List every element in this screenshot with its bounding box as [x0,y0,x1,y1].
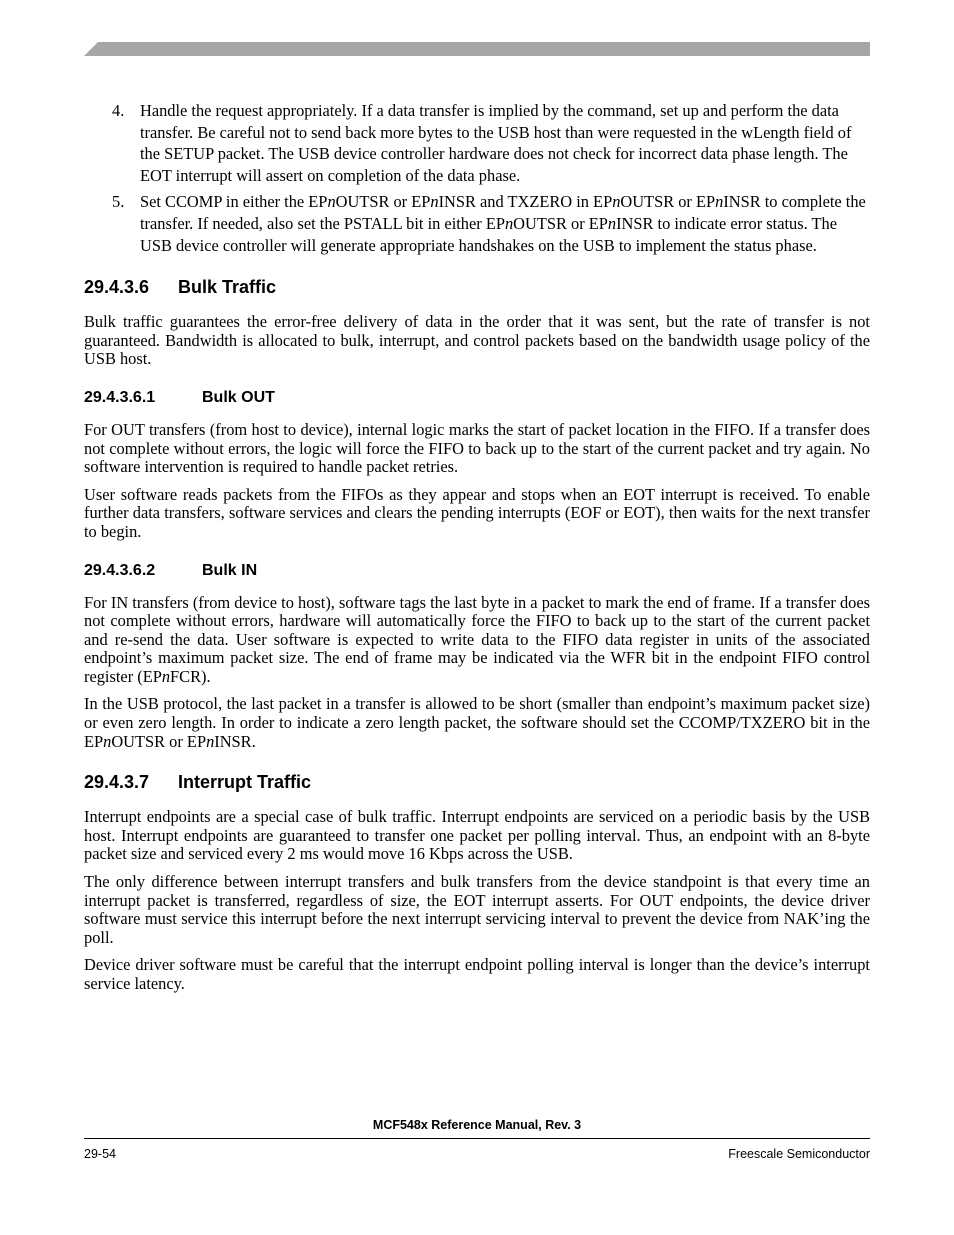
page-content [84,100,870,1003]
section-heading-bulk-traffic: 29.4.3.6 Bulk Traffic [84,277,277,298]
list-item [84,100,870,186]
footer-manual-title: MCF548x Reference Manual, Rev. 3 [372,1118,582,1132]
footer-divider [84,1138,870,1139]
list-number: 5. [112,192,125,212]
list-text: Handle the request appropriately. If a data transfer is implied by the command, set up and perform the data transfer. Be careful not to send back more bytes to the USB host than were requested in the wLength field of the SETUP packet. The USB device controller hardware does not check for incorrect data phase length. The EOT interrupt will assert on completion of the data phase. [140,101,852,185]
paragraph: Device driver software must be careful that the interrupt endpoint polling interval is longer than the device’s interrupt service latency. [84,955,870,993]
paragraph: The only difference between interrupt transfers and bulk transfers from the device standpoint is that every time an interrupt packet is transferred, regardless of size, the EOT interrupt asserts. For OUT endpoints, the device driver software must service this interrupt before the next interrupt servicing interval to prevent the device from NAK’ing the poll. [84,872,870,947]
section-heading-interrupt-traffic: 29.4.3.7 Interrupt Traffic [84,772,312,793]
paragraph: For OUT transfers (from host to device), internal logic marks the start of packet location in the FIFO. If a transfer does not complete without errors, the logic will force the FIFO to back up to the start of the current packet and try again. No software intervention is required to handle packet retries. [84,419,870,477]
header-bar [84,42,870,56]
section-heading-bulk-out: 29.4.3.6.1 Bulk OUT [84,388,275,406]
list-number: 4. [112,101,125,120]
paragraph: Bulk traffic guarantees the error-free delivery of data in the order that it was sent, but the rate of transfer is not guaranteed. Bandwidth is allocated to bulk, interrupt, and control packets based on the bandwidth usage policy of the USB host. [84,312,870,369]
paragraph: For IN transfers (from device to host), software tags the last byte in a packet to mark the end of frame. If a transfer does not complete without errors, hardware will automatically force the FIFO to back up to the start of the current packet and re-send the data. User software is expected to write data to the FIFO data register in units of the associated endpoint’s maximum packet size. The end of frame may be indicated via the WFR bit in the endpoint FIFO control register (EPnFCR). [84,592,870,686]
paragraph: User software reads packets from the FIFOs as they appear and stops when an EOT interrupt is received. To enable further data transfers, software services and clears the pending interrupts (EOF or EOT), then waits for the next transfer to begin. [84,484,870,541]
paragraph: In the USB protocol, the last packet in a transfer is allowed to be short (smaller than endpoint’s maximum packet size) or even zero length. In order to indicate a zero length packet, the software should set the CCOMP/TXZERO bit in the EPnOUTSR or EPnINSR. [84,694,870,751]
page-number: 29-54 [84,1147,116,1161]
section-heading-bulk-in: 29.4.3.6.2 Bulk IN [84,561,258,579]
paragraph: Interrupt endpoints are a special case of bulk traffic. Interrupt endpoints are serviced on a periodic basis by the USB host. Interrupt endpoints are guaranteed to transfer one packet per polling interval. Thus, an endpoint with an 8-byte packet size and serviced every 2 ms would move 16 Kbps across the USB. [84,807,870,864]
footer-company: Freescale Semiconductor [728,1147,870,1161]
list-item [84,191,870,256]
list-text: Set CCOMP in either the EPnOUTSR or EPnINSR and TXZERO in EPnOUTSR or EPnINSR to complete the transfer. If needed, also set the PSTALL bit in either EPnOUTSR or EPnINSR to indicate error status. The USB device controller will generate appropriate handshakes on the USB to implement the status phase. [140,192,866,255]
